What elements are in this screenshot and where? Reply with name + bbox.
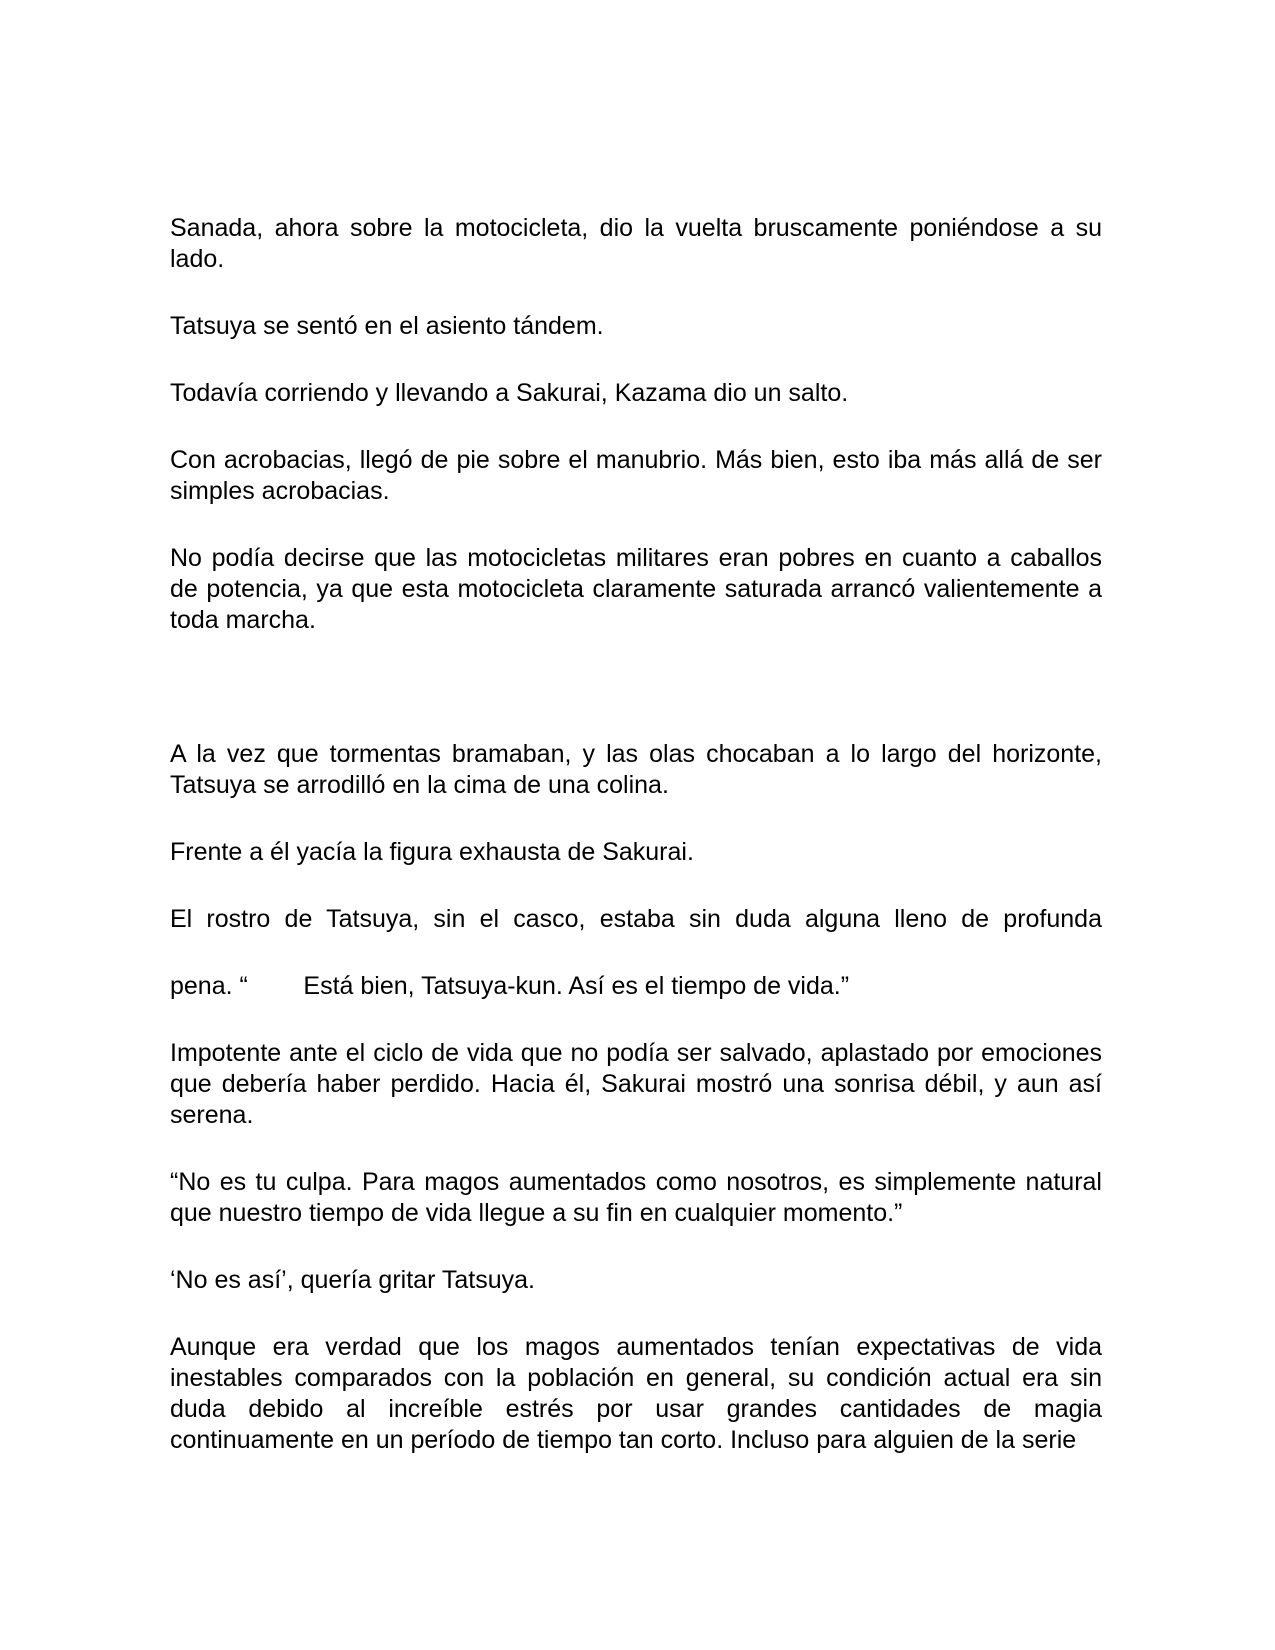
- paragraph: Con acrobacias, llegó de pie sobre el manubrio. Más bien, esto iba más allá de ser simples acrobacias.: [170, 446, 1102, 505]
- paragraph: “No es tu culpa. Para magos aumentados como nosotros, es simplemente natural que nuestro tiempo de vida llegue a su fin en cualquier momento.”: [170, 1168, 1102, 1227]
- paragraph: Aunque era verdad que los magos aumentados tenían expectativas de vida inestables comparados con la población en general, su condición actual era sin duda debido al increíble estrés por usar grandes cantidades de magia continuamente en un período de tiempo tan corto. Incluso para alguien de la serie: [170, 1333, 1102, 1454]
- paragraph: ‘No es así’, quería gritar Tatsuya.: [170, 1266, 535, 1294]
- paragraph: Todavía corriendo y llevando a Sakurai, Kazama dio un salto.: [170, 379, 849, 407]
- paragraph: pena. “ Está bien, Tatsuya-kun. Así es el tiempo de vida.”: [170, 972, 850, 1000]
- paragraph: Tatsuya se sentó en el asiento tándem.: [170, 312, 604, 340]
- document-body: [170, 213, 1102, 1492]
- paragraph: No podía decirse que las motocicletas militares eran pobres en cuanto a caballos de potencia, ya que esta motocicleta claramente saturada arrancó valientemente a toda marcha.: [170, 544, 1102, 634]
- paragraph: A la vez que tormentas bramaban, y las olas chocaban a lo largo del horizonte, Tatsuya se arrodilló en la cima de una colina.: [170, 740, 1102, 799]
- paragraph: Impotente ante el ciclo de vida que no podía ser salvado, aplastado por emociones que debería haber perdido. Hacia él, Sakurai mostró una sonrisa débil, y aun así serena.: [170, 1039, 1102, 1129]
- paragraph: Sanada, ahora sobre la motocicleta, dio la vuelta bruscamente poniéndose a su lado.: [170, 214, 1102, 273]
- paragraph: El rostro de Tatsuya, sin el casco, estaba sin duda alguna lleno de profunda: [170, 905, 1102, 933]
- paragraph: Frente a él yacía la figura exhausta de Sakurai.: [170, 838, 694, 866]
- scene-break: [170, 672, 1102, 703]
